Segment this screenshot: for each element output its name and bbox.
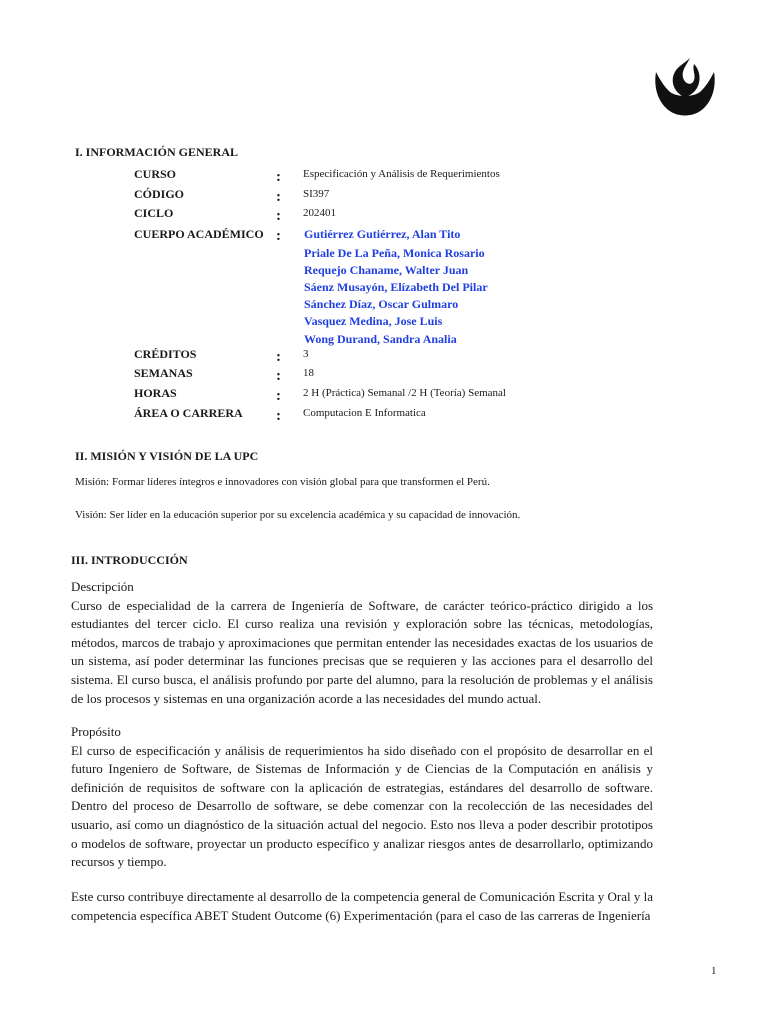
faculty-member: Sáenz Musayón, Elízabeth Del Pilar	[304, 280, 488, 294]
section-title-mision-vision: II. MISIÓN Y VISIÓN DE LA UPC	[75, 449, 259, 463]
colon: :	[276, 408, 281, 424]
proposito-paragraph: El curso de especificación y análisis de requerimientos ha sido diseñado con el propósito de desarrollar en el futuro Ingeniero de Software, de Sistemas de Información y de Ciencias de la Computación en análisis y definición de requisitos de software con la aplicación de estrategias, estándares del desarrollo de software. Dentro del proceso de Desarrollo de software, se debe comenzar con la recolección de las necesidades del usuario, así como un diagnóstico de la situación actual del negocio. Esto nos lleva a poder describir prototipos o modelos de software, proyectar un producto específico y analizar riesgos antes de desarrollarlo, optimizando recursos y tiempo.	[71, 742, 653, 870]
section-title-informacion-general: I. INFORMACIÓN GENERAL	[75, 145, 239, 159]
proposito-heading: Propósito	[71, 724, 121, 739]
label-semanas: SEMANAS	[134, 366, 193, 380]
colon: :	[276, 208, 281, 224]
colon: :	[276, 169, 281, 185]
faculty-member: Wong Durand, Sandra Analia	[304, 332, 457, 346]
vision-text: Visión: Ser líder en la educación superior por su excelencia académica y su capacidad de innovación.	[75, 509, 521, 521]
label-horas: HORAS	[134, 386, 177, 400]
value-codigo: SI397	[303, 188, 330, 200]
value-area-carrera: Computacion E Informatica	[303, 407, 426, 419]
descripcion-block	[71, 578, 653, 708]
value-horas: 2 H (Práctica) Semanal /2 H (Teoría) Semanal	[303, 387, 506, 399]
value-ciclo: 202401	[303, 207, 336, 219]
value-creditos: 3	[303, 348, 309, 360]
upc-logo-icon	[652, 58, 718, 122]
competencia-block	[71, 888, 653, 925]
value-curso: Especificación y Análisis de Requerimientos	[303, 168, 500, 180]
colon: :	[276, 388, 281, 404]
label-creditos: CRÉDITOS	[134, 347, 197, 361]
colon: :	[276, 228, 281, 244]
faculty-member: Priale De La Peña, Monica Rosario	[304, 246, 485, 260]
colon: :	[276, 189, 281, 205]
descripcion-heading: Descripción	[71, 579, 134, 594]
label-curso: CURSO	[134, 167, 177, 181]
page-number: 1	[711, 965, 717, 977]
value-semanas: 18	[303, 367, 314, 379]
proposito-block	[71, 723, 653, 872]
label-area-carrera: ÁREA O CARRERA	[134, 406, 243, 420]
competencia-paragraph: Este curso contribuye directamente al desarrollo de la competencia general de Comunicación Escrita y Oral y la competencia específica ABET Student Outcome (6) Experimentación (para el caso de las carreras de Ingeniería	[71, 889, 653, 923]
mision-text: Misión: Formar líderes íntegros e innovadores con visión global para que transformen el Perú.	[75, 476, 490, 488]
label-codigo: CÓDIGO	[134, 187, 185, 201]
descripcion-paragraph: Curso de especialidad de la carrera de Ingeniería de Software, de carácter teórico-práctico dirigido a los estudiantes del tercer ciclo. El curso realiza una revisión y exploración sobre las técnicas, metodologías, métodos, marcos de trabajo y aproximaciones que permitan entender las necesidades exactas de los usuarios de un sistema, así poder determinar las funciones precisas que se requieren y las acciones para el desarrollo del sistema. El curso busca, el análisis profundo por parte del alumno, para la resolución de problemas y el análisis de los procesos y sistemas en una organización acorde a las necesidades del mundo actual.	[71, 597, 653, 706]
colon: :	[276, 368, 281, 384]
label-ciclo: CICLO	[134, 206, 174, 220]
faculty-member: Sánchez Díaz, Oscar Gulmaro	[304, 297, 459, 311]
faculty-member: Requejo Chaname, Walter Juan	[304, 263, 469, 277]
section-title-introduccion: III. INTRODUCCIÓN	[71, 553, 188, 567]
label-cuerpo-academico: CUERPO ACADÉMICO	[134, 227, 264, 241]
faculty-member: Gutiérrez Gutiérrez, Alan Tito	[304, 227, 461, 241]
faculty-member: Vasquez Medina, Jose Luis	[304, 314, 443, 328]
colon: :	[276, 349, 281, 365]
